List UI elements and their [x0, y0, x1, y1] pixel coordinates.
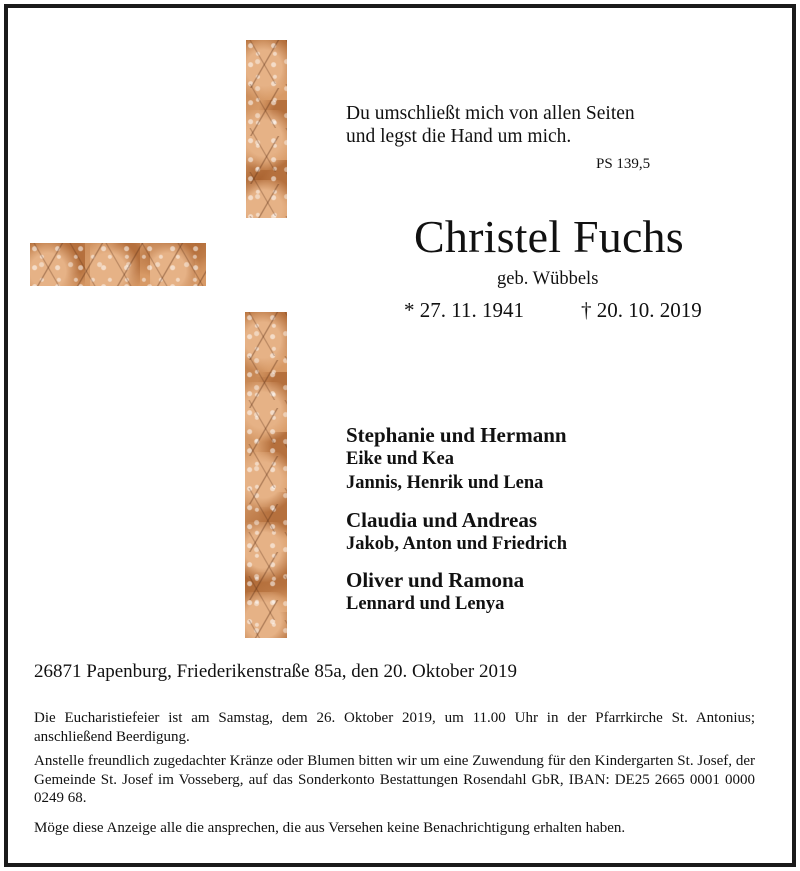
birth-date: * 27. 11. 1941	[404, 298, 524, 322]
cross-bottom-leaf-image	[245, 312, 287, 638]
family-line: Jannis, Henrik und Lena	[346, 473, 544, 493]
closing-notice: Möge diese Anzeige alle die ansprechen, die aus Versehen keine Benachrichtigung erhalten haben.	[34, 820, 626, 836]
address-date-line: 26871 Papenburg, Friederikenstraße 85a, den 20. Oktober 2019	[34, 661, 517, 682]
psalm-reference: PS 139,5	[596, 156, 651, 172]
family-line: Stephanie und Hermann	[346, 423, 567, 447]
family-line: Jakob, Anton und Friedrich	[346, 534, 568, 554]
family-line: Oliver und Ramona	[346, 568, 525, 592]
family-line: Eike und Kea	[346, 449, 454, 469]
psalm-line-1: Du umschließt mich von allen Seiten	[346, 103, 635, 124]
family-line: Claudia und Andreas	[346, 508, 538, 532]
family-line: Lennard und Lenya	[346, 594, 505, 614]
cross-top-leaf-image	[246, 40, 287, 218]
donation-notice: Anstelle freundlich zugedachter Kränze oder Blumen bitten wir um eine Zuwendung für den Kindergarten St. Josef, der Gemeinde St. Josef im Vosseberg, auf das Sonderkonto Bestattungen Rosendahl GbR, IBAN: DE25 2665 0001 0000 0249 68.	[34, 753, 755, 806]
death-date: † 20. 10. 2019	[581, 298, 702, 322]
maiden-name: geb. Wübbels	[497, 269, 599, 289]
service-notice: Die Eucharistiefeier ist am Samstag, dem 26. Oktober 2019, um 11.00 Uhr in der Pfarrkirche St. Antonius; anschließend Beerdigung.	[34, 710, 755, 745]
cross-left-leaf-image	[30, 243, 206, 286]
deceased-name: Christel Fuchs	[414, 211, 684, 262]
psalm-line-2: und legst die Hand um mich.	[346, 126, 572, 147]
